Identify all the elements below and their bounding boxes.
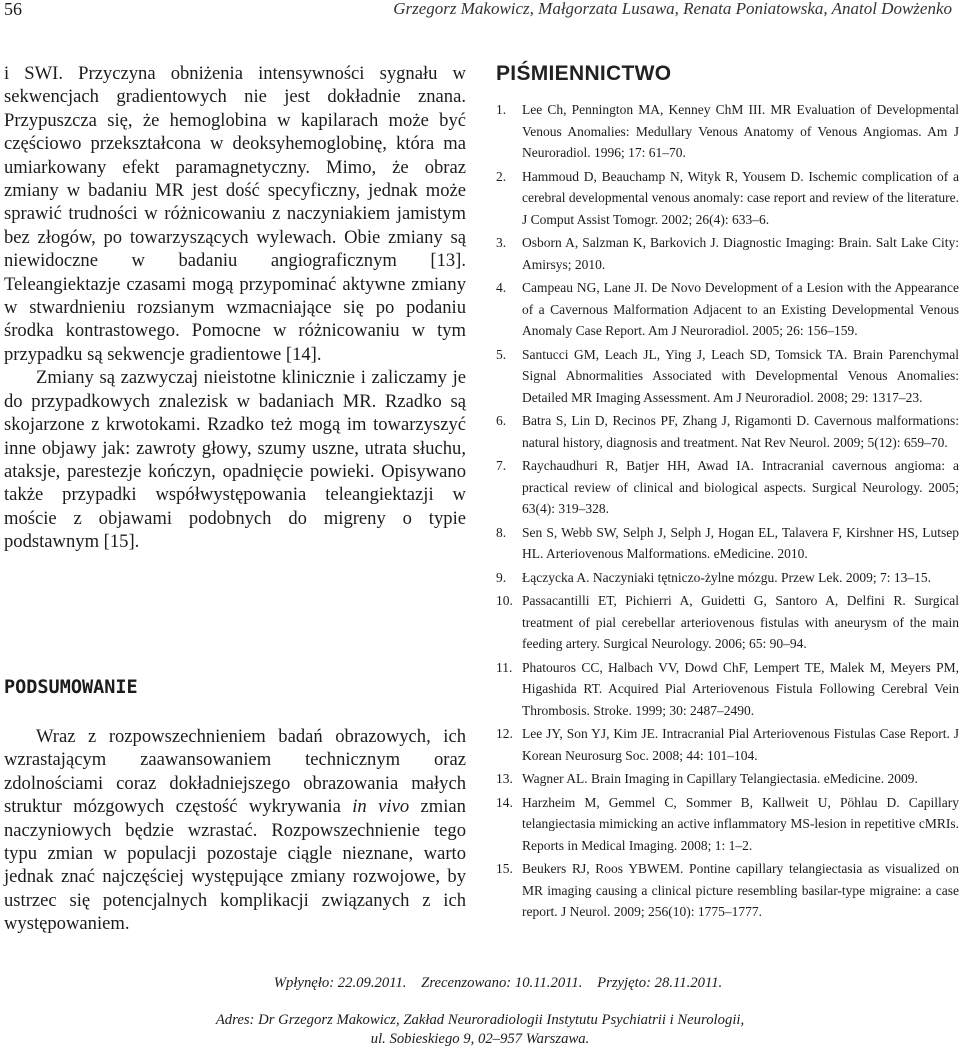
- reference-number: 12.: [496, 726, 513, 741]
- reference-number: 10.: [496, 593, 513, 608]
- reference-number: 7.: [496, 458, 507, 473]
- reference-text: Lee JY, Son YJ, Kim JE. Intracranial Pial Arteriovenous Fistulas Case Report. J Korean Neurosurg Soc. 2008; 44: 101–104.: [522, 726, 959, 763]
- reference-item: [496, 232, 959, 275]
- reference-item: [496, 99, 959, 164]
- reference-number: 1.: [496, 102, 507, 117]
- reference-number: 8.: [496, 524, 507, 540]
- reference-item: [496, 166, 959, 231]
- reference-item: [496, 768, 959, 790]
- page-number: 56: [4, 0, 22, 19]
- reference-text: Wagner AL. Brain Imaging in Capillary Telangiectasia. eMedicine. 2009.: [522, 771, 918, 786]
- reference-text: Santucci GM, Leach JL, Ying J, Leach SD, Tomsick TA. Brain Parenchymal Signal Abnormalities Associated with Developmental Venous Anomalies: Detailed MR Imaging Assessment. Am J Neuroradiol. 2008; 29: 1317–23.: [522, 346, 959, 405]
- correspondence-address-line-1: Adres: Dr Grzegorz Makowicz, Zakład Neuroradiologii Instytutu Psychiatrii i Neurologii,: [215, 1012, 745, 1028]
- page-header: [0, 0, 960, 24]
- reference-number: 15.: [496, 861, 513, 876]
- reference-number: 3.: [496, 235, 507, 250]
- correspondence-address-line-2: ul. Sobieskiego 9, 02–957 Warszawa.: [370, 1031, 590, 1047]
- references-title: PIŚMIENNICTWO: [496, 62, 672, 85]
- article-dates: [36, 975, 960, 992]
- reference-number: 9.: [496, 569, 507, 585]
- accepted-date: Przyjęto: 28.11.2011.: [597, 975, 723, 991]
- reference-item: [496, 657, 959, 722]
- body-paragraph-1: i SWI. Przyczyna obniżenia intensywności sygnału w sekwencjach gradientowych nie jest dokładnie znana. Przypuszcza się, że hemoglobina w kapilarach może być częściowo przekształcona w deoksyhemoglobinę, która ma umiarkowany efekt paramagnetyczny. Mimo, że obraz zmiany w badaniu MR jest dość specyficzny, jednak może sprawić trudności w różnicowaniu z naczyniakiem jamistym bez złogów, po towarzyszących wylewach. Obie zmiany są niewidoczne w badaniu angiograficznym [13]. Teleangiektazje czasami mogą przypominać aktywne zmiany w stwardnieniu rozsianym wzmacniające się po podaniu środka kontrastowego. Pomocne w różnicowaniu w tym przypadku są sekwencje gradientowe [14].: [4, 63, 466, 365]
- references-list: [496, 99, 959, 923]
- reference-text: Lee Ch, Pennington MA, Kenney ChM III. MR Evaluation of Developmental Venous Anomalies: Medullary Venous Anatomy of Venous Angiomas. Am J Neuroradiol. 1996; 17: 61–70.: [522, 102, 959, 160]
- section-title-podsumowanie: PODSUMOWANIE: [4, 677, 138, 698]
- reference-item: [496, 792, 959, 857]
- body-paragraph-2: Zmiany są zazwyczaj nieistotne klinicznie i zaliczamy je do przypadkowych znalezisk w badaniach MR. Rzadko są skojarzone z krwotokami. Rzadko też mogą im towarzyszyć inne objawy jak: zawroty głowy, szumy uszne, utrata słuchu, ataksje, parestezje kończyn, opadnięcie powieki. Opisywano także przypadki współwystępowania teleangiektazji w moście z objawami podobnych do migreny o typie podstawnym [15].: [4, 367, 466, 553]
- left-column: [4, 62, 466, 554]
- reference-text: Beukers RJ, Roos YBWEM. Pontine capillary telangiectasia as visualized on MR imaging causing a clinical picture resembling basilar-type migraine: a case report. J Neurol. 2009; 256(10): 1775–1777.: [522, 861, 959, 919]
- reviewed-date: Zrecenzowano: 10.11.2011.: [421, 975, 583, 991]
- reference-item: [496, 858, 959, 923]
- reference-item: [496, 410, 959, 453]
- reference-item: [496, 567, 959, 589]
- summary-text-b: zmian naczyniowych będzie wzrastać. Rozpowszechnienie tego typu zmian w populacji pozostaje ciągle nieznane, warto jednak znać najczęściej występujące zmiany rozwojowe, by ustrzec się potencjalnych komplikacji związanych z ich występowaniem.: [4, 796, 466, 935]
- reference-number: 13.: [496, 771, 513, 786]
- reference-text: Osborn A, Salzman K, Barkovich J. Diagnostic Imaging: Brain. Salt Lake City: Amirsys; 2010.: [522, 235, 959, 272]
- reference-item: [496, 723, 959, 766]
- reference-item: [496, 522, 959, 565]
- reference-number: 2.: [496, 168, 507, 184]
- summary-text-a: Wraz z rozpowszechnieniem badań obrazowych, ich wzrastającym zaawansowaniem technicznym oraz zdolnościami coraz dokładniejszego obrazowania małych struktur mózgowych częstość wykrywania: [4, 726, 466, 818]
- reference-text: Raychaudhuri R, Batjer HH, Awad IA. Intracranial cavernous angioma: a practical review of clinical and biological aspects. Surgical Neurology. 2005; 63(4): 319–328.: [522, 458, 959, 516]
- reference-text: Harzheim M, Gemmel C, Sommer B, Kallweit U, Pöhlau D. Capillary telangiectasia mimicking an active inflammatory MS-lesion in repetitive cMRIs. Reports in Medical Imaging. 2008; 1: 1–2.: [522, 794, 959, 853]
- reference-number: 4.: [496, 280, 507, 295]
- reference-text: Campeau NG, Lane JI. De Novo Development of a Lesion with the Appearance of a Cavernous Malformation Adjacent to an Existing Developmental Venous Anomaly Case Report. Am J Neuroradiol. 2005; 26: 156–159.: [522, 280, 959, 338]
- reference-number: 11.: [496, 659, 513, 675]
- received-date: Wpłynęło: 22.09.2011.: [273, 975, 407, 991]
- page-footer: [0, 975, 960, 1048]
- reference-number: 6.: [496, 413, 507, 428]
- reference-number: 14.: [496, 794, 513, 810]
- reference-text: Sen S, Webb SW, Selph J, Selph J, Hogan EL, Talavera F, Kirshner HS, Lutsep HL. Arteriovenous Malformations. eMedicine. 2010.: [522, 524, 959, 561]
- summary-italic-in-vivo: in vivo: [352, 796, 410, 818]
- reference-text: Hammoud D, Beauchamp N, Wityk R, Yousem D. Ischemic complication of a cerebral developmental venous anomaly: case report and review of the literature. J Comput Assist Tomogr. 2002; 26(4): 633–6.: [522, 168, 959, 227]
- reference-item: [496, 455, 959, 520]
- summary-section: [4, 725, 466, 936]
- reference-item: [496, 344, 959, 409]
- running-head-authors: Grzegorz Makowicz, Małgorzata Lusawa, Renata Poniatowska, Anatol Dowżenko: [393, 0, 952, 18]
- reference-text: Batra S, Lin D, Recinos PF, Zhang J, Rigamonti D. Cavernous malformations: natural history, diagnosis and treatment. Nat Rev Neurol. 2009; 5(12): 659–70.: [522, 413, 959, 450]
- reference-text: Łączycka A. Naczyniaki tętniczo-żylne mózgu. Przew Lek. 2009; 7: 13–15.: [522, 569, 931, 585]
- summary-paragraph: [4, 725, 466, 936]
- reference-number: 5.: [496, 346, 507, 362]
- reference-text: Phatouros CC, Halbach VV, Dowd ChF, Lempert TE, Malek M, Meyers PM, Higashida RT. Acquired Pial Arteriovenous Fistula Following Cerebral Vein Thrombosis. Stroke. 1999; 30: 2487–2490.: [522, 659, 959, 718]
- reference-text: Passacantilli ET, Pichierri A, Guidetti G, Santoro A, Delfini R. Surgical treatment of pial cerebellar arteriovenous fistulas with aneurysm of the main feeding artery. Surgical Neurology. 2006; 65: 90–94.: [522, 593, 959, 651]
- right-column-references: [496, 62, 959, 925]
- reference-item: [496, 277, 959, 342]
- reference-item: [496, 590, 959, 655]
